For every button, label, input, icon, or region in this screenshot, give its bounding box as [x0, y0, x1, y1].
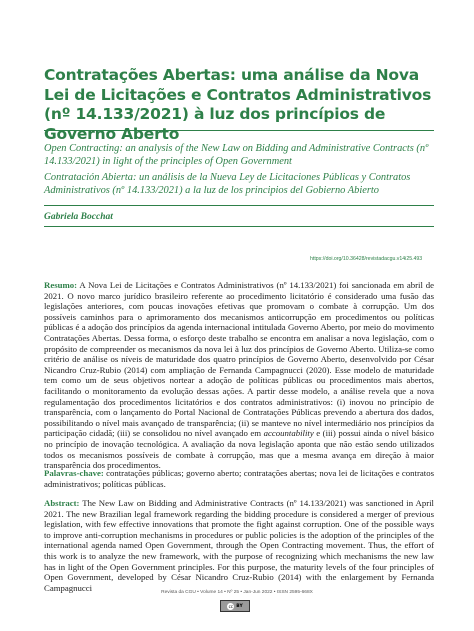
author-divider-top [44, 205, 434, 206]
resumo-paragraph [44, 280, 434, 471]
keywords-text: contratações públicas; governo aberto; contratações abertas; nova lei de licitações e contratos administrativos; políticas públicas. [44, 468, 434, 489]
abstract-label: Abstract: [44, 498, 80, 508]
title-divider [44, 130, 434, 131]
article-title: Contratações Abertas: uma análise da Nova Lei de Licitações e Contratos Administrativos (nº 14.133/2021) à luz dos princípios de Governo Aberto [44, 66, 432, 143]
doi-link[interactable]: https://doi.org/10.36428/revistadacgu.v14i25.493 [310, 256, 423, 262]
journal-footer: Revista da CGU • Volume 14 • Nº 25 • Jan-Jun 2022 • ISSN 2595-668X [161, 590, 313, 595]
cc-license-badge [220, 600, 250, 612]
english-title: Open Contracting: an analysis of the New Law on Bidding and Administrative Contracts (nº 14.133/2021) in light of the principles of Open Government [44, 143, 429, 167]
author-divider-bottom [44, 226, 434, 227]
keywords-paragraph [44, 468, 434, 489]
resumo-italic-term: accountability [263, 428, 314, 439]
spanish-title: Contratación Abierta: un análisis de la Nueva Ley de Licitaciones Públicas y Contratos Administrativos (nº 14.133/2021) a la luz de los principios del Gobierno Abierto [44, 172, 411, 196]
license-label: BY [236, 603, 243, 609]
author-name: Gabriela Bocchat [44, 212, 113, 222]
abstract-text: The New Law on Bidding and Administrative Contracts (nº 14.133/2021) was sanctioned in April 2021. The new Brazilian legal framework regarding the bidding procedure is considered a merger of previous legislation, with few effective innovations that promote the fight against corruption. One of the possible ways to improve anti-corruption mechanisms in procedures or public policies is the adoption of the principles of the international agenda named Open Government, through the Open Contracting movement. Thus, the effort of this work is to analyze the new framework, with the purpose of recognizing which mechanisms the new law has in light of the Open Government principles. For this purpose, the maturity levels of the four principles of Open Government, developed by César Nicandro Cruz-Rubio (2014) with the enlargement by Fernanda Campagnucci [44, 498, 434, 593]
resumo-text: A Nova Lei de Licitações e Contratos Administrativos (nº 14.133/2021) foi sancionada em abril de 2021. O novo marco jurídico brasileiro referente ao procedimento licitatório é considerado uma fusão das legislações anteriores, com poucas inovações efetivas que promovam o combate à corrupção. Um dos possíveis caminhos para o aprimoramento dos mecanismos anticorrupção em procedimentos ou políticas públicas é a adoção dos princípios da agenda internacional intitulada Governo Aberto, por meio do movimento Contratações Abertas. Dessa forma, o esforço deste trabalho se encontra em analisar a nova legislação, com o propósito de compreender os mecanismos da nova lei à luz dos princípios de Governo Aberto. Utiliza-se como critério de análise os níveis de maturidade dos quatro princípios de Governo Aberto, desenvolvido por César Nicandro Cruz-Rubio (2014) com ampliação de Fernanda Campagnucci (2020). Esse modelo de maturidade tem como um de seus objetivos nortear a adoção de políticas públicas ou procedimentos mais abertos, facilitando o monitoramento da evolução dessas ações. A partir desse modelo, a análise revela que a nova regulamentação dos procedimentos licitatórios e dos contratos administrativos: (i) inovou no princípio de transparência, com o lançamento do Portal Nacional de Contratações Públicas prevendo a abertura dos dados, possibilitando o nível mais avançado de transparência; (ii) se manteve no nível intermediário nos princípios da participação cidadã; (iii) se consolidou no nível avançado em [44, 280, 434, 439]
cc-icon: cc [228, 603, 233, 609]
abstract-paragraph [44, 498, 434, 593]
keywords-label: Palavras-chave: [44, 468, 104, 478]
resumo-label: Resumo: [44, 280, 78, 290]
resumo-text-end: e (iii) possui ainda o nível básico no princípio de inovação tecnológica. A avaliação da nova legislação aponta que não estão sendo utilizados todos os mecanismos possíveis de combate à corrupção, mas que a mesma avança em direção à maior transparência dos procedimentos. [44, 428, 435, 471]
